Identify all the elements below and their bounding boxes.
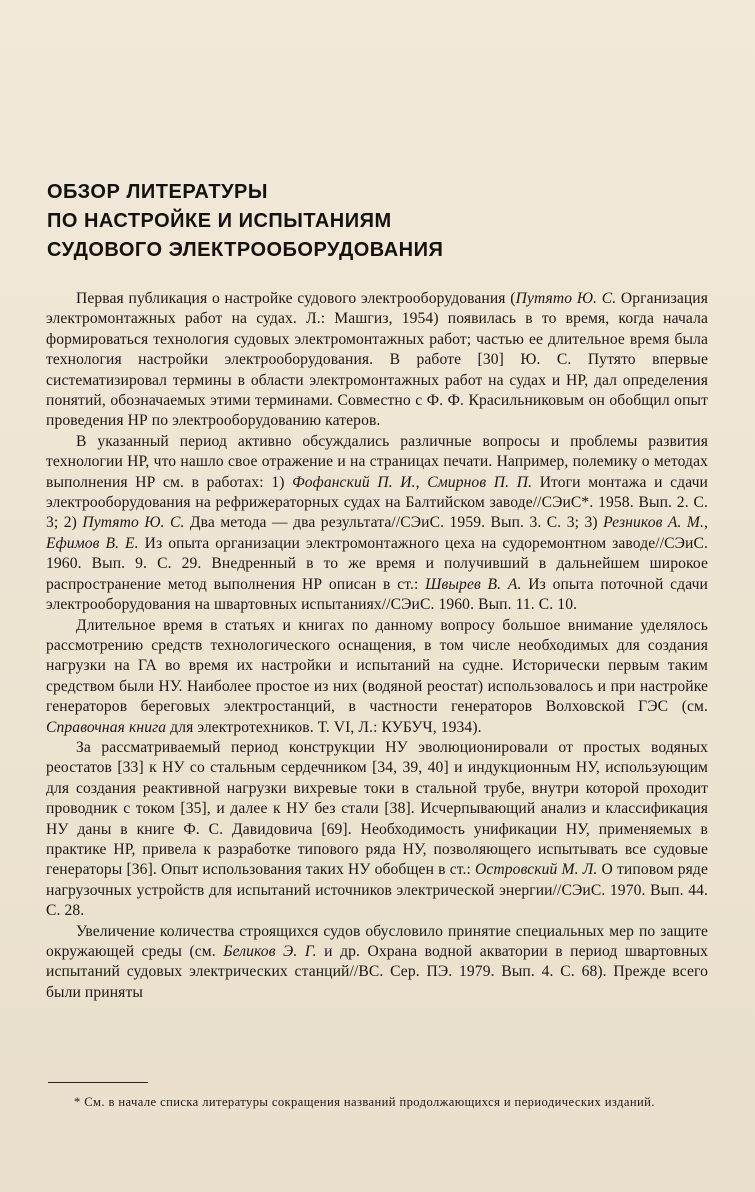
book-title: Справочная книга — [46, 718, 167, 736]
paragraph-5 — [46, 922, 708, 1004]
text-run: Длительное время в статьях и книгах по данному вопросу большое внимание уделялось рассмотрению средств технологического оснащения, в том числе необходимых для создания нагрузки на ГА во время их настройки и испытаний на судне. Исторически первым таким средством были НУ. Наиболее простое из них (водяной реостат) использовалось и при настройке генераторов береговых электростанций, в частности генераторов Волховской ГЭС (см. — [46, 616, 708, 716]
heading-line-1: ОБЗОР ЛИТЕРАТУРЫ — [47, 181, 268, 203]
author-citation: Резников А. М., Ефимов В. Е. — [46, 514, 709, 552]
text-run: Итоги монтажа и сдачи электрооборудования на рефрижераторных судах на Балтийском заводе//СЭиС*. 1958. Вып. 2. С. 3; 2) — [46, 473, 708, 532]
body-text — [46, 289, 708, 1003]
author-citation: Путято Ю. С. — [515, 290, 617, 307]
paragraph-4 — [46, 738, 708, 922]
author-citation: Беликов Э. Г. — [223, 943, 317, 960]
heading-line-2: ПО НАСТРОЙКЕ И ИСПЫТАНИЯМ — [47, 210, 392, 232]
heading-line-3: СУДОВОГО ЭЛЕКТРООБОРУДОВАНИЯ — [47, 239, 444, 261]
paragraph-1 — [46, 289, 708, 432]
text-run: О типовом ряде нагрузочных устройств для испытаний источников электрической энергии//СЭиС. 1970. Вып. 44. С. 28. — [46, 861, 708, 920]
author-citation: Швырев В. А. — [425, 575, 522, 593]
text-run: Первая публикация о настройке судового электрооборудования ( — [76, 290, 516, 307]
chapter-heading — [47, 178, 687, 265]
author-citation: Островский М. Л. — [475, 861, 598, 879]
text-run: В указанный период активно обсуждались различные вопросы и проблемы развития технологии НР, что нашло свое отражение и на страницах печати. Например, полемику о методах выполнения НР см. в работах: 1) — [46, 432, 708, 491]
text-run: Из опыта поточной сдачи электрооборудования на швартовных испытаниях//СЭиС. 1960. Вып. 11. С. 10. — [46, 575, 708, 614]
paragraph-3 — [46, 616, 708, 738]
text-run: Из опыта организации электромонтажного цеха на судоремонтном заводе//СЭиС. 1960. Вып. 9. С. 29. Внедренный в то же время и получивший в дальнейшем широкое распространение метод выполнения НР описан в ст.: — [46, 534, 708, 593]
footnote-divider — [48, 1082, 148, 1083]
text-run: Организация электромонтажных работ на судах. Л.: Машгиз, 1954) появилась в то время, когда начала формироваться технология судовых электромонтажных работ; частью ее длительное время была технология настройки электрооборудования. В работе [30] Ю. С. Путято впервые систематизировал термины в области электромонтажных работ на судах и НР, дал определения понятий, обозначаемых этими терминами. Совместно с Ф. Ф. Красильниковым он обобщил опыт проведения НР по электрооборудованию катеров. — [46, 290, 709, 430]
text-run: Два метода — два результата//СЭиС. 1959. Вып. 3. С. 3; 3) — [184, 514, 604, 532]
text-run: для электротехников. Т. VI, Л.: КУБУЧ, 1934). — [166, 718, 482, 736]
author-citation: Фофанский П. И., Смирнов П. П. — [292, 473, 533, 491]
paragraph-2 — [46, 432, 708, 616]
text-run: и др. Охрана водной акватории в период швартовных испытаний судовых электрических станций//ВС. Сер. ПЭ. 1979. Вып. 4. С. 68). Прежде всего были приняты — [46, 943, 708, 1001]
author-citation: Путято Ю. С. — [82, 514, 185, 532]
text-run: За рассматриваемый период конструкции НУ эволюционировали от простых водяных реостатов [33] к НУ со стальным сердечником [34, 39, 40] и индукционным НУ, использующим для создания реактивной нагрузки вихревые токи в стальной трубе, внутри которой проходит проводник с током [35], и далее к НУ без стали [38]. Исчерпывающий анализ и классификация НУ даны в книге Ф. С. Давидовича [69]. Необходимость унификации НУ, применяемых в практике НР, привела к разработке типового ряда НУ, позволяющего испытывать все судовые генераторы [36]. Опыт использования таких НУ обобщен в ст.: — [46, 738, 708, 879]
footnote: * См. в начале списка литературы сокращения названий продолжающихся и периодических изданий. — [74, 1095, 655, 1109]
text-run: Увеличение количества строящихся судов обусловило принятие специальных мер по защите окружающей среды (см. — [46, 922, 708, 960]
